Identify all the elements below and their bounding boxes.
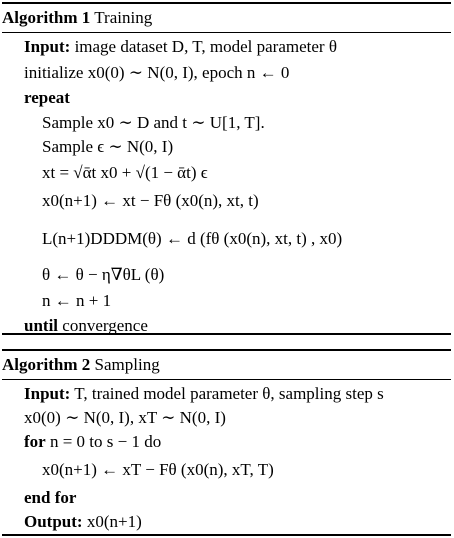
- algo2-line-init: x0(0) ∼ N(0, I), xT ∼ N(0, I): [24, 408, 226, 427]
- algo1-line-sample-x: Sample x0 ∼ D and t ∼ U[1, T].: [42, 113, 265, 132]
- algo2-bottom-rule: [2, 534, 451, 536]
- algo2-header: [2, 351, 451, 379]
- algo2-body: [2, 380, 451, 534]
- algorithm-1: [2, 2, 451, 335]
- algo2-title-label: Algorithm 2: [2, 355, 91, 374]
- algo2-title: Sampling: [94, 355, 160, 374]
- algo2-line-output: Output: x0(n+1): [24, 512, 142, 531]
- algo1-line-init: initialize x0(0) ∼ N(0, I), epoch n ← 0: [24, 63, 290, 82]
- algo1-line-n: n ← n + 1: [42, 291, 112, 310]
- algo1-line-input: Input: image dataset D, T, model parameter θ: [24, 37, 337, 56]
- algo1-line-sample-eps: Sample ϵ ∼ N(0, I): [42, 137, 174, 156]
- algo1-line-until: until convergence: [24, 316, 148, 335]
- algo1-title-label: Algorithm 1: [2, 8, 91, 27]
- algo1-line-update-x: x0(n+1) ← xt − Fθ (x0(n), xt, t): [42, 191, 259, 210]
- keyword: Input:: [24, 384, 71, 403]
- algorithm-2: [2, 349, 451, 536]
- algo1-line-repeat: repeat: [24, 88, 70, 107]
- keyword: for: [24, 432, 46, 451]
- keyword: Input:: [24, 37, 71, 56]
- algo1-body: [2, 33, 451, 333]
- algo1-line-xt: xt = √ᾱt x0 + √(1 − ᾱt) ϵ: [42, 163, 208, 182]
- algo1-line-loss: L(n+1)DDDM(θ) ← d (fθ (x0(n), xt, t) , x0): [42, 229, 343, 248]
- algo1-line-theta: θ ← θ − η∇θL (θ): [42, 265, 165, 284]
- keyword: Output:: [24, 512, 83, 531]
- keyword: until: [24, 316, 59, 335]
- algo1-title: Training: [94, 8, 153, 27]
- algo1-header: [2, 4, 451, 32]
- algo2-line-for: for n = 0 to s − 1 do: [24, 432, 162, 451]
- keyword: end for: [24, 488, 77, 507]
- algo2-line-endfor: [24, 488, 76, 508]
- algo2-line-input: Input: T, trained model parameter θ, sampling step s: [24, 384, 384, 403]
- algo2-line-update-x: x0(n+1) ← xT − Fθ (x0(n), xT, T): [42, 460, 274, 479]
